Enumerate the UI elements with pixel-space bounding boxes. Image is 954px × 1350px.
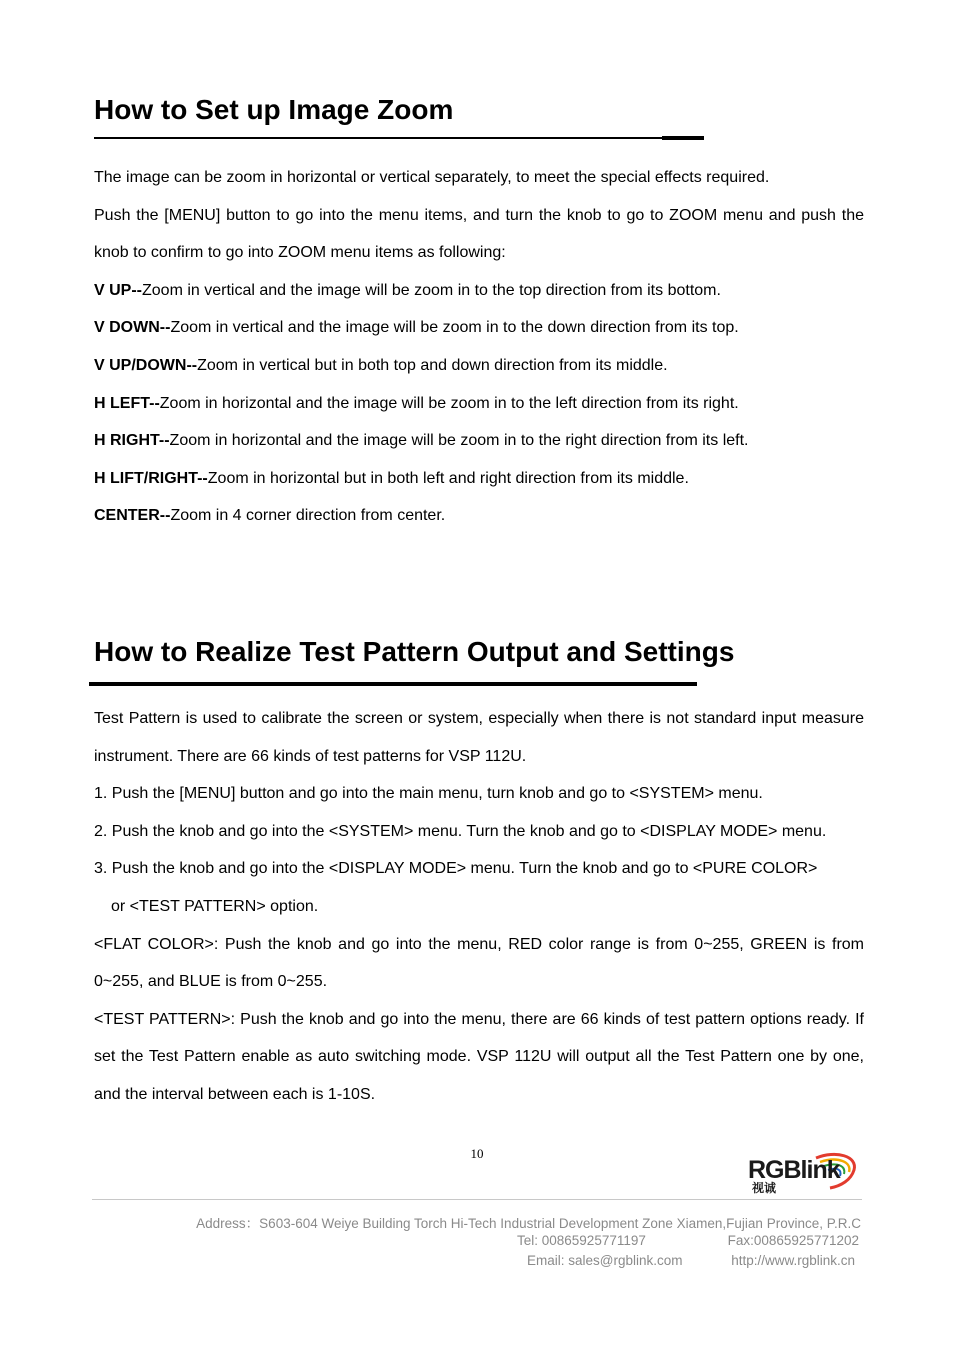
logo-wordmark: RGBlink [748, 1156, 840, 1184]
zoom-item-desc: Zoom in horizontal and the image will be zoom in to the left direction from its right. [159, 394, 739, 412]
zoom-item [94, 460, 864, 498]
zoom-item [94, 272, 864, 310]
zoom-item [94, 309, 864, 347]
zoom-item-desc: Zoom in horizontal but in both left and right direction from its middle. [207, 469, 689, 487]
flat-color-description: <FLAT COLOR>: Push the knob and go into the menu, RED color range is from 0~255, GREEN is from 0~255, and BLUE is from 0~255. [94, 935, 864, 991]
zoom-item-desc: Zoom in horizontal and the image will be zoom in to the right direction from its left. [169, 432, 749, 450]
zoom-push-instruction: Push the [MENU] button to go into the menu items, and turn the knob to go to ZOOM menu and push the knob to confirm to go into ZOOM menu items as following: [94, 206, 864, 262]
zoom-item [94, 347, 864, 385]
footer-tel: Tel: 00865925771197 [517, 1233, 646, 1248]
zoom-item-desc: Zoom in vertical and the image will be zoom in to the top direction from its bottom. [142, 281, 721, 299]
zoom-item-term: V UP/DOWN-- [94, 356, 198, 374]
logo-chinese: 视诚 [752, 1181, 777, 1195]
zoom-item-term: H LEFT-- [94, 394, 160, 412]
section-title-test-pattern: How to Realize Test Pattern Output and Settings [94, 636, 735, 667]
zoom-item-term: V UP-- [94, 281, 142, 299]
title-underline-accent [662, 136, 704, 140]
zoom-intro: The image can be zoom in horizontal or vertical separately, to meet the special effects required. [94, 169, 770, 186]
zoom-item-desc: Zoom in vertical but in both top and down direction from its middle. [197, 356, 668, 374]
test-pattern-intro: Test Pattern is used to calibrate the screen or system, especially when there is not standard input measure instrument. There are 66 kinds of test patterns for VSP 112U. [94, 710, 864, 765]
page-number: 10 [470, 1146, 484, 1161]
zoom-item-term: H LIFT/RIGHT-- [94, 469, 208, 487]
zoom-item-term: V DOWN-- [94, 319, 171, 337]
zoom-item-term: H RIGHT-- [94, 432, 170, 450]
title-underline [89, 682, 697, 686]
footer-divider [92, 1199, 862, 1200]
zoom-item [94, 385, 864, 423]
section-title-image-zoom: How to Set up Image Zoom [94, 94, 454, 125]
step-3: 3. Push the knob and go into the <DISPLAY MODE> menu. Turn the knob and go to <PURE COLOR> [94, 860, 818, 878]
zoom-item-desc: Zoom in vertical and the image will be zoom in to the down direction from its top. [170, 319, 739, 337]
footer-fax: Fax:00865925771202 [727, 1233, 859, 1248]
image-zoom-body [94, 159, 864, 535]
rgblink-logo [746, 1150, 858, 1196]
zoom-item-term: CENTER-- [94, 507, 171, 525]
footer-address: Address：S603-604 Weiye Building Torch Hi-Tech Industrial Development Zone Xiamen,Fujian Province, P.R.C [196, 1216, 861, 1231]
step-3-continued: or <TEST PATTERN> option. [111, 897, 319, 915]
zoom-item-desc: Zoom in 4 corner direction from center. [170, 507, 446, 525]
test-pattern-body [94, 700, 864, 1114]
zoom-item [94, 497, 864, 535]
zoom-item [94, 422, 864, 460]
test-pattern-description: <TEST PATTERN>: Push the knob and go into the menu, there are 66 kinds of test pattern options ready. If set the Test Pattern enable as auto switching mode. VSP 112U will output all the Test Pattern one by one, and the interval between each is 1-10S. [94, 1010, 864, 1103]
step-2: 2. Push the knob and go into the <SYSTEM> menu. Turn the knob and go to <DISPLAY MODE> menu. [94, 822, 827, 840]
footer-website[interactable]: http://www.rgblink.cn [731, 1253, 855, 1268]
step-1: 1. Push the [MENU] button and go into the main menu, turn knob and go to <SYSTEM> menu. [94, 785, 763, 803]
title-underline [94, 137, 662, 139]
footer-email[interactable]: Email: sales@rgblink.com [527, 1253, 683, 1268]
